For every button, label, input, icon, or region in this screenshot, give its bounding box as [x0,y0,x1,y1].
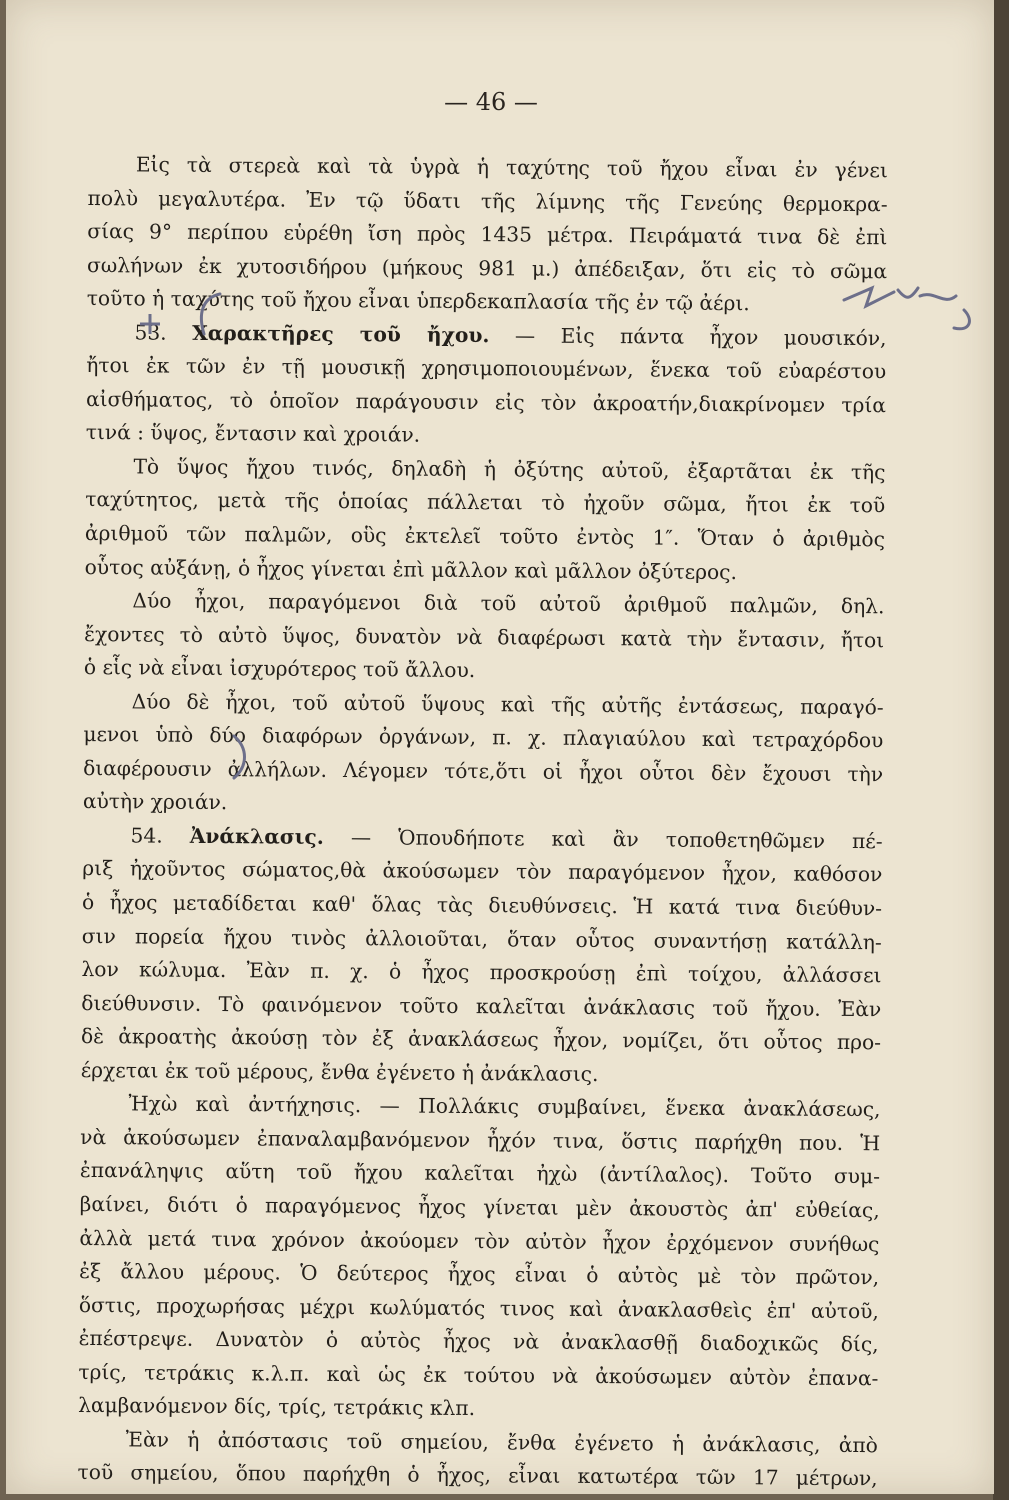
text-line: ριξ ἠχοῦντος σώματος,θὰ ἀκούσωμεν τὸν παραγόμενον ἦχον, καθόσον [82,856,883,887]
text-line: ὁ εἷς νὰ εἶναι ἰσχυρότερος τοῦ ἄλλου. [83,655,476,683]
text-line: τινά : ὕψος, ἔντασιν καὶ χροιάν. [85,420,421,447]
pencil-bracket-icon [186,290,226,340]
pencil-plus-icon [136,310,164,338]
text-line: τρίς, τετράκις κ.λ.π. καὶ ὡς ἐκ τούτου νὰ ἀκούσωμεν αὐτὸν ἐπανα- [78,1359,879,1390]
text-line: ἤτοι ἐκ τῶν ἐν τῇ μουσικῇ χρησιμοποιουμένων, ἕνεκα τοῦ εὐαρέστου [86,353,887,384]
text-line: διαφέρουσιν ἀλλήλων. Λέγομεν τότε,ὅτι οἱ ἦχοι οὗτοι δὲν ἔχουσι τὴν [83,755,884,787]
text-line: Ἠχὼ καὶ ἀντήχησις. — Πολλάκις συμβαίνει, ἕνεκα ἀνακλάσεως, [128,1091,881,1122]
text-line: Δύο δὲ ἦχοι, τοῦ αὐτοῦ ὕψους καὶ τῆς αὐτῆς ἐντάσεως, παραγό- [131,689,884,720]
section-heading: Χαρακτῆρες τοῦ ἤχου. [192,320,490,347]
text-line: αὐτὴν χροιάν. [82,789,228,815]
section-number: 53. [134,320,193,345]
text-line: ἀριθμοῦ τῶν παλμῶν, οὓς ἐκτελεῖ τοῦτο ἐντὸς 1″. Ὅταν ὁ ἀριθμὸς [84,521,886,552]
text-line: πολὺ μεγαλυτέρα. Ἐν τῷ ὕδατι τῆς λίμνης τῆς Γενεύης θερμοκρα- [87,185,888,216]
text-line: Τὸ ὕψος ἤχου τινός, δηλαδὴ ἡ ὀξύτης αὐτοῦ, ἐξαρτᾶται ἐκ τῆς [133,454,886,485]
text-line: οὗτος αὐξάνῃ, ὁ ἦχος γίνεται ἐπὶ μᾶλλον καὶ μᾶλλον ὀξύτερος. [84,554,738,584]
book-edge [993,0,1009,1500]
text-line: έρχεται ἐκ τοῦ μέρους, ἔνθα ἐγένετο ἡ ἀνάκλασις. [80,1057,599,1086]
section-number: 54. [130,823,190,848]
text-line: δὲ ἀκροατὴς ἀκούσῃ τὸν ἐξ ἀνακλάσεως ἦχον, νομίζει, ὅτι οὗτος προ- [80,1024,882,1055]
text-line: βαίνει, διότι ὁ παραγόμενος ἦχος γίνεται μὲν ἀκουστὸς ἀπ' εὐθείας, [79,1191,880,1223]
pencil-scribble-icon [814,270,984,350]
text-line: ἔχοντες τὸ αὐτὸ ὕψος, δυνατὸν νὰ διαφέρωσι κατὰ τὴν ἔντασιν, ἤτοι [84,621,885,652]
book-page [6,0,994,1494]
text-line: Ἐὰν ἡ ἀπόστασις τοῦ σημείου, ἔνθα ἐγένετο ἡ ἀνάκλασις, ἀπὸ [125,1427,878,1458]
section-heading: Ἀνάκλασις. [189,823,324,849]
text-line: ἐξ ἄλλου μέρους. Ὁ δεύτερος ἦχος εἶναι ὁ αὐτὸς μὲ τὸν πρῶτον, [79,1259,880,1290]
text-line: αἰσθήματος, τὸ ὁποῖον παράγουσιν εἰς τὸν ἀκροατήν,διακρίνομεν τρία [85,386,887,418]
text-line: Δύο ἦχοι, παραγόμενοι διὰ τοῦ αὐτοῦ ἀριθμοῦ παλμῶν, δηλ. [132,588,885,619]
text-line: ὅστις, προχωρήσας μέχρι κωλύματός τινος καὶ ἀνακλασθεὶς ἐπ' αὐτοῦ, [78,1292,879,1323]
page-number: — 46 — [444,88,538,116]
text-line: τοῦ σημείου, ὅπου παρήχθη ὁ ἦχος, εἶναι κατωτέρα τῶν 17 μέτρων, [77,1460,878,1491]
text-line: σιν πορεία ἤχου τινὸς ἀλλοιοῦται, ὅταν οὗτος συναντήσῃ κατάλλη- [81,923,882,954]
text-line: λον κώλυμα. Ἐὰν π. χ. ὁ ἦχος προσκρούσῃ ἐπὶ τοίχου, ἀλλάσσει [81,957,882,988]
page-body [77,148,888,1496]
text-line: ἐπανάληψις αὕτη τοῦ ἤχου καλεῖται ἠχὼ (ἀντίλαλος). Τοῦτο συμ- [79,1158,881,1189]
text-line: λαμβανόμενον δίς, τρίς, τετράκις κλπ. [78,1393,476,1421]
text-line: Εἰς τὰ στερεὰ καὶ τὰ ὑγρὰ ἡ ταχύτης τοῦ ἤχου εἶναι ἐν γένει [135,152,888,183]
pencil-parenthesis-icon [228,732,252,782]
text-line: ταχύτητος, μετὰ τῆς ὁποίας πάλλεται τὸ ἠχοῦν σῶμα, ἤτοι ἐκ τοῦ [85,487,886,518]
text-line: σωλήνων ἐκ χυτοσιδήρου (μήκους 981 μ.) ἀπέδειξαν, ὅτι εἰς τὸ σῶμα [86,252,888,283]
section-heading-rest: — Ὁπουδήποτε καὶ ἂν τοποθετηθῶμεν πέ- [323,824,883,854]
text-line: τοῦτο ἡ ταχύτης τοῦ ἤχου εἶναι ὑπερδεκαπλασία τῆς ἐν τῷ ἀέρι. [86,286,750,316]
text-line: διεύθυνσιν. Τὸ φαινόμενον τοῦτο καλεῖται ἀνάκλασις τοῦ ἤχου. Ἐὰν [81,990,882,1021]
text-line: ὁ ἦχος μεταδίδεται καθ' ὅλας τὰς διευθύνσεις. Ἡ κατά τινα διεύθυν- [81,890,883,921]
text-line: ἀλλὰ μετά τινα χρόνον ἀκούομεν τὸν αὐτὸν ἦχον ἐρχόμενον συνήθως [79,1225,880,1256]
text-line: νὰ ἀκούσωμεν ἐπαναλαμβανόμενον ἦχόν τινα, ὅστις παρήχθη που. Ἡ [80,1124,881,1156]
section-heading-rest: — Εἰς πάντα ἦχον μουσικόν, [489,322,887,351]
text-line: σίας 9° περίπου εὑρέθη ἴση πρὸς 1435 μέτρα. Πειράματά τινα δὲ ἐπὶ [87,219,888,250]
text-line: μενοι ὑπὸ δύο διαφόρων ὀργάνων, π. χ. πλαγιαύλου καὶ τετραχόρδου [83,722,884,753]
text-line: ἐπέστρεψε. Δυνατὸν ὁ αὐτὸς ἦχος νὰ ἀνακλασθῇ διαδοχικῶς δίς, [78,1326,879,1357]
